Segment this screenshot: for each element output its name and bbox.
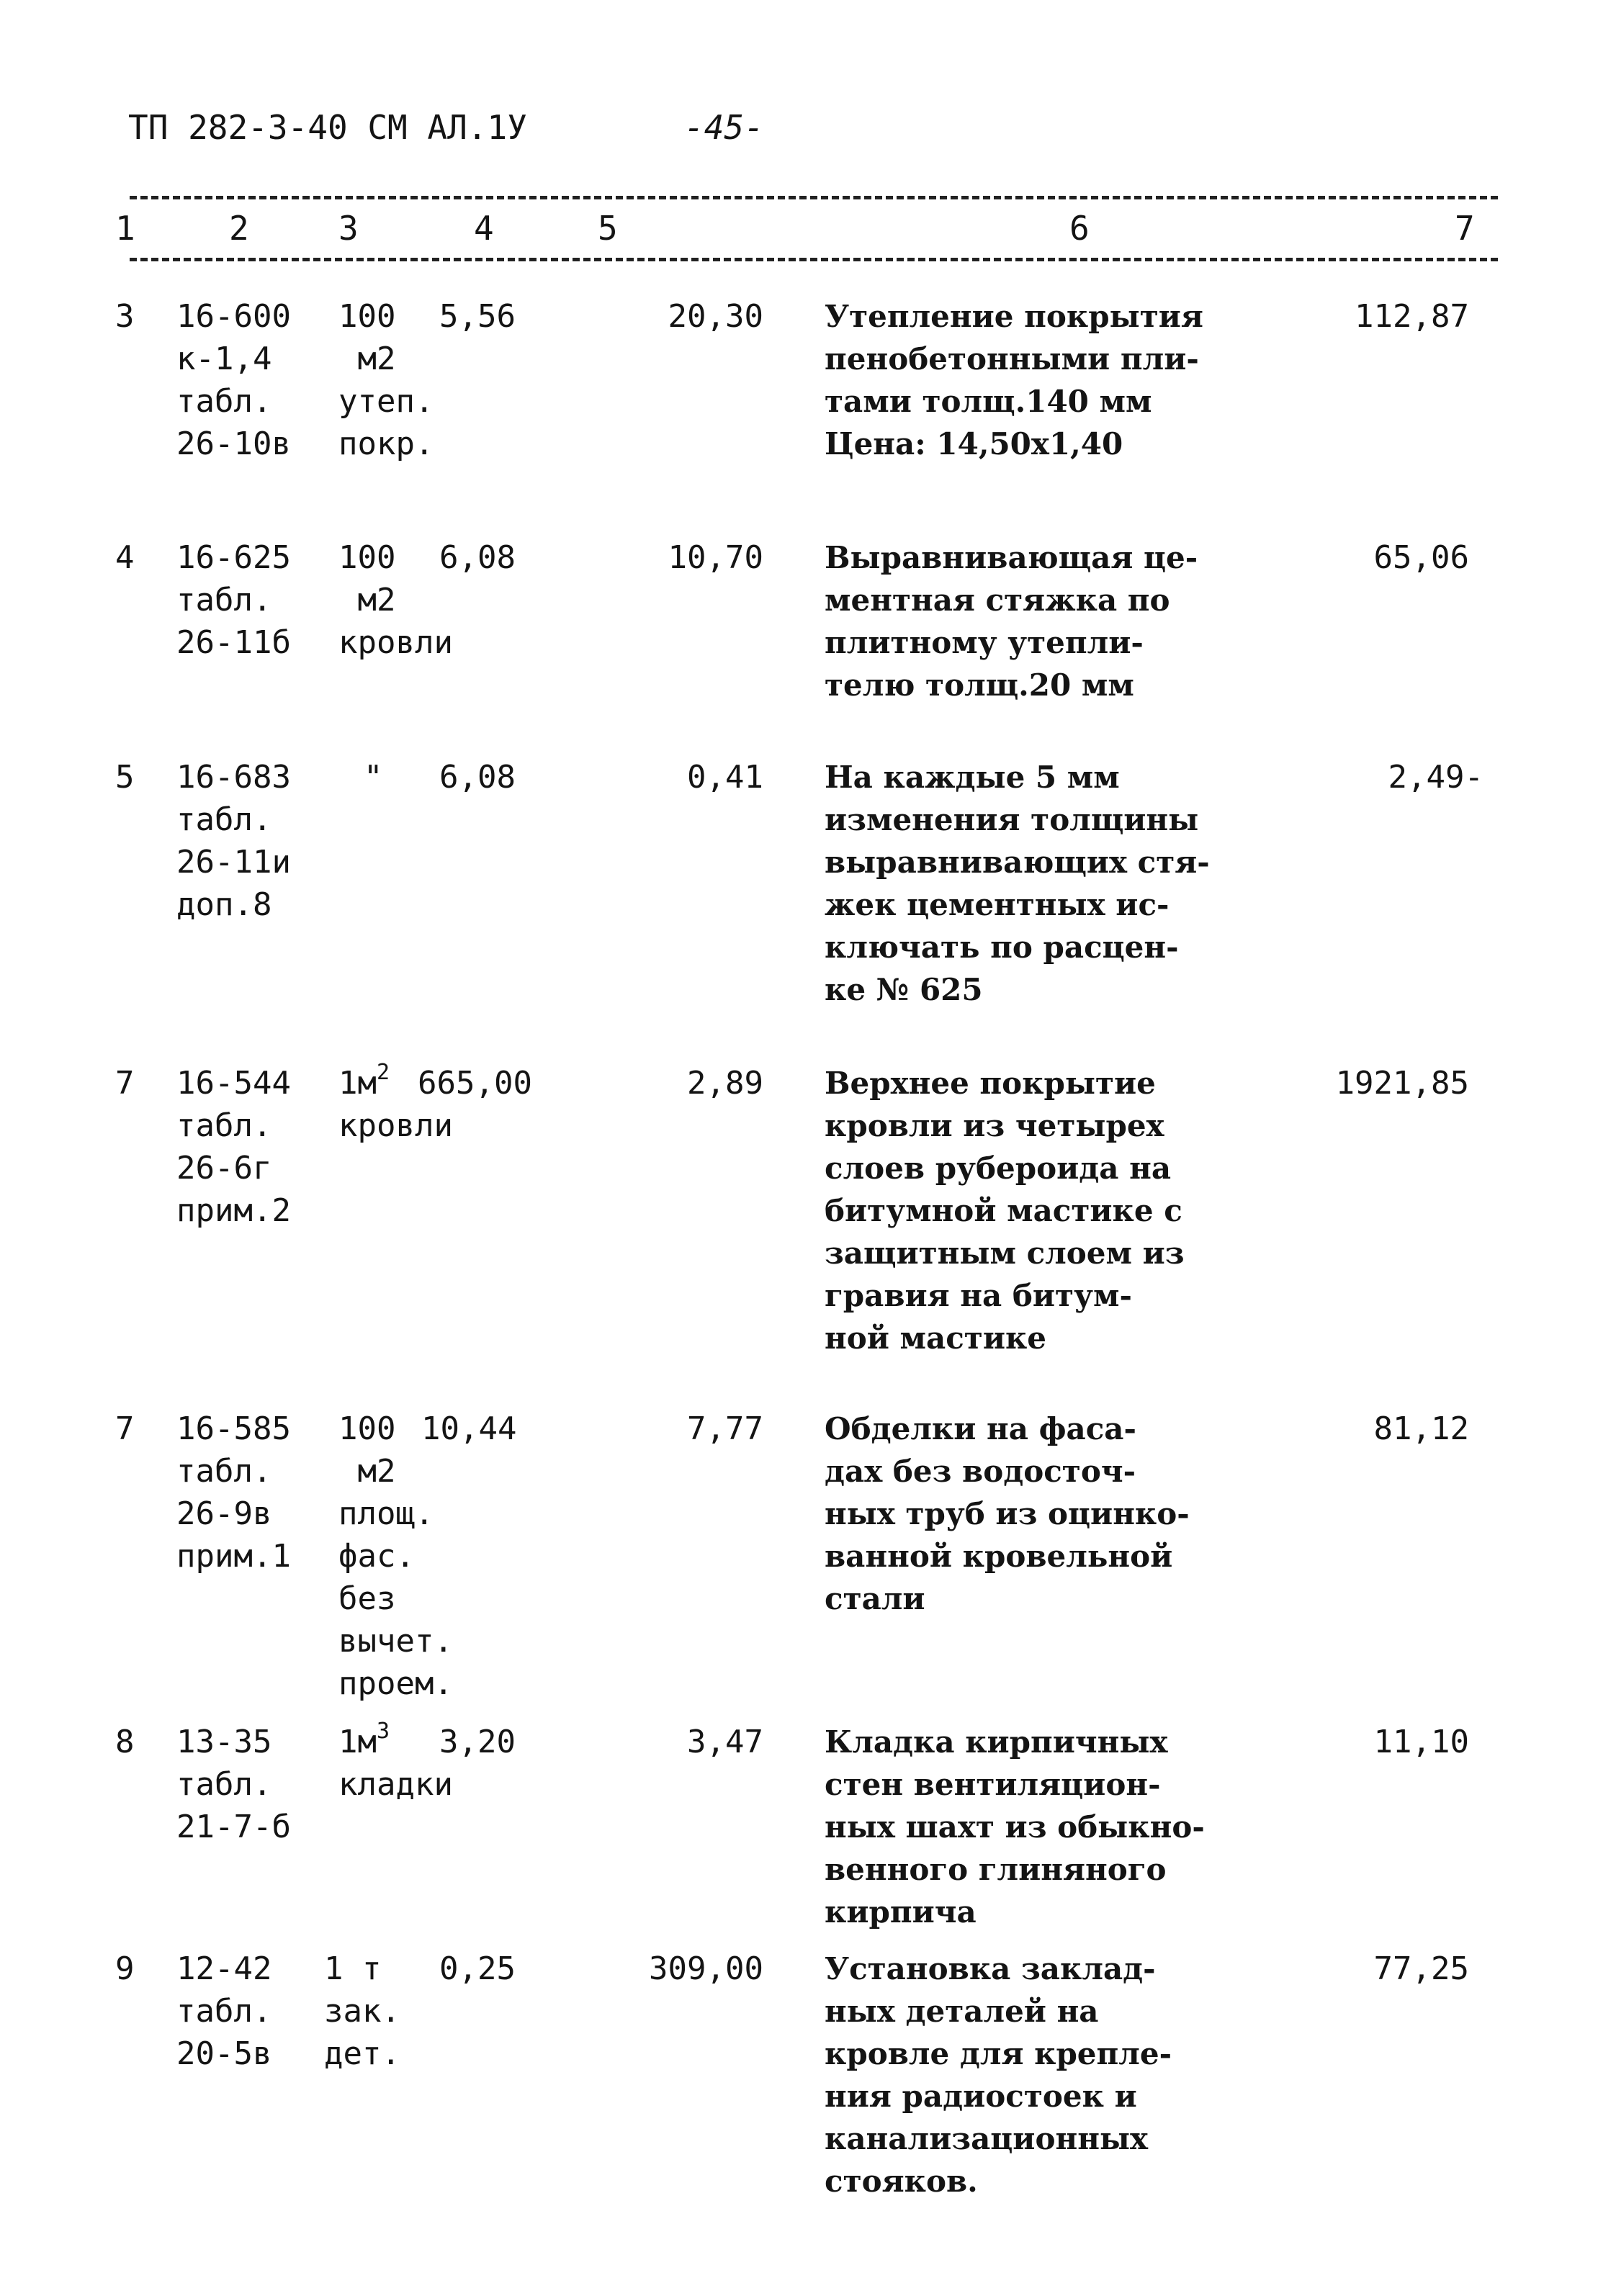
unit: 100 м2 кровли — [338, 539, 453, 661]
work-description: Утепление покрытия пенобетонными пли- тами толщ.140 мм Цена: 14,50х1,40 — [825, 299, 1203, 462]
column-number-1: 1 — [115, 209, 135, 248]
quantity: 5,56 — [439, 298, 516, 335]
rate-code: 16-625 табл. 26-11б — [176, 539, 291, 661]
unit-main: 1м — [338, 1065, 377, 1102]
document-code: ТП 282-3-40 СМ АЛ.1У — [128, 108, 527, 147]
work-description: Установка заклад- ных деталей на кровле для крепле- ния радиостоек и канализационных стояков. — [825, 1951, 1172, 2199]
unit: 1 т зак. дет. — [324, 1950, 400, 2072]
work-description: Обделки на фаса- дах без водосточ- ных труб из оцинко- ванной кровельной стали — [825, 1411, 1190, 1616]
unit-price: 0,41 — [687, 759, 763, 796]
quantity: 3,20 — [439, 1724, 516, 1760]
column-number-7: 7 — [1455, 209, 1475, 248]
unit: 100 м2 утеп. покр. — [338, 298, 434, 462]
column-number-3: 3 — [338, 209, 359, 248]
unit-exponent: 2 — [376, 1060, 390, 1085]
unit — [338, 1721, 453, 1806]
quantity: 6,08 — [439, 539, 516, 576]
unit-label: кладки — [338, 1766, 453, 1803]
row-number: 7 — [115, 1410, 135, 1447]
row-number: 4 — [115, 539, 135, 576]
row-number: 9 — [115, 1950, 135, 1987]
column-number-5: 5 — [598, 209, 618, 248]
quantity: 10,44 — [421, 1410, 517, 1447]
page-number: -45- — [684, 108, 764, 147]
unit-exponent: 3 — [376, 1719, 390, 1744]
total-cost: 112,87 — [1355, 298, 1469, 335]
unit: " — [364, 759, 383, 796]
unit-price: 309,00 — [649, 1950, 763, 1987]
rate-code: 16-600 к-1,4 табл. 26-10в — [176, 298, 291, 462]
column-number-4: 4 — [474, 209, 494, 248]
total-cost: 77,25 — [1373, 1950, 1469, 1987]
total-cost: 1921,85 — [1335, 1065, 1469, 1102]
rate-code: 16-585 табл. 26-9в прим.1 — [176, 1410, 291, 1575]
work-description: Верхнее покрытие кровли из четырех слоев рубероида на битумной мастике с защитным слоем из гравия на битум- ной мастике — [825, 1066, 1185, 1356]
rate-code: 16-544 табл. 26-6г прим.2 — [176, 1065, 291, 1229]
unit-price: 3,47 — [687, 1724, 763, 1760]
unit-label: кровли — [338, 1107, 453, 1144]
row-number: 5 — [115, 759, 135, 796]
unit-price: 7,77 — [687, 1410, 763, 1447]
work-description: Кладка кирпичных стен вентиляцион- ных шахт из обыкно- венного глиняного кирпича — [825, 1724, 1205, 1930]
quantity: 0,25 — [439, 1950, 516, 1987]
total-cost: 11,10 — [1373, 1724, 1469, 1760]
unit-price: 20,30 — [668, 298, 763, 335]
table-header-rule — [130, 258, 1498, 261]
total-cost: 81,12 — [1373, 1410, 1469, 1447]
rate-code: 13-35 табл. 21-7-б — [176, 1724, 291, 1845]
rate-code: 12-42 табл. 20-5в — [176, 1950, 272, 2072]
unit-price: 10,70 — [668, 539, 763, 576]
work-description: На каждые 5 мм изменения толщины выравнивающих стя- жек цементных ис- ключать по расцен- ке № 625 — [825, 760, 1210, 1007]
unit: 100 м2 площ. фас. без вычет. проем. — [338, 1410, 453, 1702]
rate-code: 16-683 табл. 26-11и доп.8 — [176, 759, 291, 923]
work-description: Выравнивающая це- ментная стяжка по плитному утепли- телю толщ.20 мм — [825, 540, 1198, 703]
total-cost: 2,49- — [1388, 759, 1483, 796]
unit-price: 2,89 — [687, 1065, 763, 1102]
column-number-2: 2 — [229, 209, 249, 248]
row-number: 3 — [115, 298, 135, 335]
row-number: 8 — [115, 1724, 135, 1760]
quantity: 665,00 — [418, 1065, 532, 1102]
column-number-6: 6 — [1069, 209, 1090, 248]
total-cost: 65,06 — [1373, 539, 1469, 576]
quantity: 6,08 — [439, 759, 516, 796]
row-number: 7 — [115, 1065, 135, 1102]
unit-main: 1м — [338, 1724, 377, 1760]
table-top-rule — [130, 196, 1498, 199]
